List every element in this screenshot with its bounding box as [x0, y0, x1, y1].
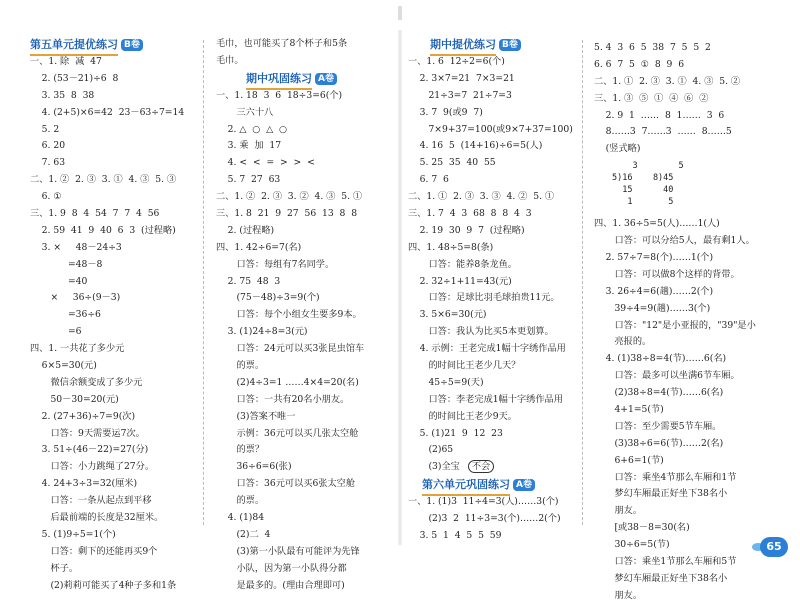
answer-line: 50－30=20(元) — [30, 393, 119, 405]
answer-line: 4. (2+5)×6=42 23－63÷7=14 — [30, 106, 185, 118]
answer-line: (2)莉莉可能买了4种子多和1条 — [30, 579, 177, 591]
answer-line: =6 — [30, 326, 82, 338]
answer-line: 二、1. ① 2. ③ 3. ③ 4. ② 5. ① — [408, 191, 555, 203]
answer-line: 7×9+37=100(或9×7+37=100) — [408, 123, 573, 135]
answer-line: [或38－8=30(名) — [594, 522, 690, 534]
answer-line: 6. ① — [30, 191, 62, 203]
answer-line: (2)3 2 11÷3=3(个)……2(个) — [408, 513, 561, 525]
answer-line: 2. 9 1 …… 8 1…… 3 6 — [594, 109, 725, 121]
column-4 — [594, 40, 756, 605]
answer-line: 30÷6=5(节) — [594, 539, 670, 551]
answer-line: 3. 35 8 38 — [30, 89, 95, 101]
section-heading-midterm-a — [216, 70, 364, 88]
answer-line: 一、1. 6 12÷2=6(个) — [408, 56, 505, 67]
answer-line: 8……3 7……3 …… 8……5 — [594, 126, 732, 138]
answer-line: 三、1. 7 4 3 68 8 8 4 3 — [408, 208, 532, 220]
answer-line: 15 40 — [612, 185, 674, 196]
answer-line: 的票。 — [216, 360, 265, 372]
answer-line: 6×5=30(元) — [30, 360, 97, 372]
answer-line: 一、1. 除 减 47 — [30, 56, 102, 67]
answer-line: 4+1=5(节) — [594, 404, 664, 416]
answer-list — [30, 54, 184, 595]
page-number: 65 — [760, 537, 788, 557]
answer-line: 口答：乘坐4节那么车厢和1节 — [594, 471, 737, 483]
answer-line: 口答：9天需要运7次。 — [30, 427, 145, 439]
heading-text: 期中提优练习 — [430, 36, 496, 56]
answer-line: 3. 5×6=30(元) — [408, 309, 487, 321]
answer-line: 口答：每个小组女生要多9本。 — [216, 309, 362, 321]
heading-text: 期中巩固练习 — [246, 70, 312, 90]
answer-line: 5. 2 — [30, 123, 60, 135]
answer-line: 5)16 8)45 — [612, 173, 674, 184]
answer-line: 口答：李老完成1幅十字绣作品用 — [408, 393, 563, 405]
section-heading-unit6-a — [408, 476, 573, 494]
answer-line: 口答：一共有20名小朋友。 — [216, 393, 350, 405]
answer-line: 4. < < = > > < — [216, 157, 315, 169]
answer-line: 3. × 48－24÷3 — [30, 241, 122, 253]
page-number-badge — [752, 535, 788, 559]
answer-line: 3. 26÷4=6(趟)……2(个) — [594, 285, 714, 297]
answer-line: 39÷4=9(趟)……3(个) — [594, 302, 711, 314]
answer-line: 四、1. 42÷6=7(名) — [216, 241, 302, 253]
answer-line: 三、1. 8 21 9 27 56 13 8 8 — [216, 208, 358, 220]
column-1 — [30, 36, 184, 595]
answer-line: 45÷5=9(天) — [408, 376, 484, 388]
answer-line: =40 — [30, 275, 88, 287]
answer-line: 亮报的。 — [594, 336, 652, 348]
answer-line: × 36÷(9－3) — [30, 292, 121, 304]
answer-line: 一、1. 18 3 6 18÷3=6(个) — [216, 89, 343, 101]
badge-b: B卷 — [499, 39, 521, 51]
answer-line: 的票。 — [216, 495, 265, 507]
answer-line: 4. 示例：王老完成1幅十字绣作品用 — [408, 343, 566, 355]
answer-line: 6. 6 7 5 ① 8 9 6 — [594, 58, 685, 70]
answer-line: 杯子。 — [30, 562, 79, 574]
answer-line: 毛巾。 — [216, 54, 244, 66]
answer-line: 21÷3=7 21÷7=3 — [408, 89, 512, 101]
answer-line: 微信余额变成了多少元 — [30, 376, 143, 388]
answer-line: 2. 75 48 3 — [216, 275, 281, 287]
answer-line: (3)全宝 — [408, 461, 460, 473]
answer-line: 2. 3×7=21 7×3=21 — [408, 72, 515, 84]
answer-line: 4. (1)38÷8=4(节)……6(名) — [594, 353, 727, 365]
answer-line: (2)二 4 — [216, 528, 271, 540]
answer-line: 3. 乘 加 17 — [216, 140, 282, 152]
continued-answers — [216, 36, 364, 70]
answer-line: 4. 16 5 (14+16)÷6=5(人) — [408, 140, 543, 152]
answer-line: 3 5 — [612, 161, 684, 172]
answer-line: 2. (53－21)÷6 8 — [30, 72, 119, 84]
heading-text: 第六单元巩固练习 — [422, 476, 510, 496]
answer-list — [408, 494, 573, 545]
answer-line: 的票？ — [216, 444, 265, 456]
answer-line: (3)答案不唯一 — [216, 410, 296, 422]
answer-line: 口答：乘坐1节那么车厢和5节 — [594, 556, 737, 568]
answer-line: 3. (1)24÷8=3(元) — [216, 326, 308, 338]
answer-line: 口答：我认为比买5本更划算。 — [408, 326, 554, 338]
answer-line: =36÷6 — [30, 309, 101, 321]
answer-line: (3)第一小队最有可能评为先锋 — [216, 545, 360, 557]
answer-line: 7. 63 — [30, 157, 66, 169]
heading-text: 第五单元提优练习 — [30, 36, 118, 56]
answer-line: 一、1. (1)3 11÷4=3(人)……3(个) — [408, 496, 559, 508]
answer-line: 2. 59 41 9 40 6 3 (过程略) — [30, 224, 176, 236]
answer-line: 的时间比王老少几天？ — [408, 360, 521, 372]
book-spine — [398, 30, 402, 545]
answer-line: 三、1. ③ ⑤ ① ④ ⑥ ② — [594, 92, 709, 104]
answer-line: 4. 24+3÷3=32(厘米) — [30, 478, 138, 490]
answer-line: 3. 5 1 4 5 5 59 — [408, 530, 502, 542]
answer-line: 36÷6=6(张) — [216, 461, 292, 473]
answer-line: 是最多的。(理由合理即可) — [216, 579, 345, 591]
answer-line: 口答："12"是小亚报的，"39"是小 — [594, 319, 756, 331]
column-divider-left — [203, 40, 204, 525]
answer-line: (2)4÷3=1 ……4×4=20(名) — [216, 376, 359, 388]
answer-line: 三六十八 — [216, 106, 274, 118]
answer-line: (3)38÷6=6(节)……2(名) — [594, 437, 724, 449]
answer-line: 小队，因为第一小队得分都 — [216, 562, 347, 574]
answer-line: 3. 51÷(46－22)=27(分) — [30, 444, 149, 456]
answer-line: 5. 7 27 63 — [216, 174, 281, 186]
answer-line: (75－48)÷3=9(个) — [216, 292, 320, 304]
answer-line: 朋友。 — [594, 589, 643, 601]
answer-line: 后最前端的长度是32厘米。 — [30, 512, 164, 524]
answer-line: 2. 19 30 9 7 (过程略) — [408, 224, 525, 236]
answer-line: 三、1. 9 8 4 54 7 7 4 56 — [30, 208, 160, 220]
answer-list — [408, 54, 573, 476]
answer-line: 5. (1)9÷5=1(个) — [30, 528, 116, 540]
answer-line-with-stamp — [408, 459, 573, 476]
answer-line: 6. 20 — [30, 140, 66, 152]
answer-line: (竖式略) — [594, 143, 641, 155]
answer-line: 1 5 — [612, 197, 674, 208]
answer-list — [216, 88, 364, 595]
answer-line: 口答：至少需要5节车厢。 — [594, 420, 722, 432]
answer-line: 6. 7 6 — [408, 174, 449, 186]
answer-line: 口答：一条从起点到平移 — [30, 495, 152, 507]
answer-line: 2. 32÷1+11=43(元) — [408, 275, 512, 287]
section-heading-midterm-b — [408, 36, 573, 54]
answer-line: 的时间比王老少9天。 — [408, 410, 517, 422]
answer-line: 口答：每组有7名同学。 — [216, 258, 335, 270]
answer-line: 口答：24元可以买3张昆虫馆车 — [216, 343, 365, 355]
answer-line: 二、1. ① 2. ③ 3. ① 4. ③ 5. ② — [594, 75, 741, 87]
column-divider-right — [582, 40, 583, 525]
answer-line: 口答：可以分给5人，最有剩1人。 — [594, 235, 755, 247]
vertical-division-work — [594, 158, 756, 216]
answer-line: 6+6=1(节) — [594, 454, 664, 466]
answer-line: 2. 57÷7=8(个)……1(个) — [594, 252, 714, 264]
answer-line: 口答：剩下的还能再买9个 — [30, 545, 158, 557]
answer-line: 口答：小力跳绳了27分。 — [30, 461, 155, 473]
spine-mark — [398, 6, 402, 20]
answer-list — [594, 40, 756, 158]
column-3 — [408, 36, 573, 545]
answer-line: 口答：可以做8个这样的背带。 — [594, 268, 740, 280]
answer-line: 四、1. 36÷5=5(人)……1(人) — [594, 218, 720, 230]
answer-line: (2)38÷8=4(节)……6(名) — [594, 387, 724, 399]
answer-line: 4. (1)84 — [216, 512, 265, 524]
answer-line: 示例：36元可以买几张太空舱 — [216, 427, 359, 439]
answer-line: 梦幻车厢最正好坐下38名小 — [594, 572, 728, 584]
column-2 — [216, 36, 364, 595]
answer-line: =48－8 — [30, 258, 103, 270]
answer-line: (2)65 — [408, 444, 454, 456]
section-heading-unit5 — [30, 36, 184, 54]
answer-line: 口答：36元可以买6张太空舱 — [216, 478, 356, 490]
answer-line: 口答：能养8条龙鱼。 — [408, 258, 517, 270]
answer-list — [594, 216, 756, 604]
stamp-label: 不会 — [468, 460, 494, 473]
answer-line: 二、1. ② 2. ③ 3. ② 4. ③ 5. ① — [216, 191, 363, 203]
answer-line: 口答：最多可以坐满6节车厢。 — [594, 370, 740, 382]
answer-line: 毛巾，也可能买了8个杯子和5条 — [216, 38, 348, 49]
answer-line: 四、1. 48÷5=8(条) — [408, 241, 494, 253]
answer-line: 3. 7 9(或9 7) — [408, 106, 483, 118]
answer-line: 2. △ ○ △ ○ — [216, 123, 288, 135]
answer-line: 5. (1)21 9 12 23 — [408, 427, 503, 439]
answer-line: 2. (过程略) — [216, 224, 275, 236]
answer-line: 口答：足球比羽毛球拍贵11元。 — [408, 292, 560, 304]
answer-line: 5. 25 35 40 55 — [408, 157, 496, 169]
answer-line: 二、1. ② 2. ③ 3. ① 4. ③ 5. ③ — [30, 174, 177, 186]
answer-line: 2. (27+36)÷7=9(次) — [30, 410, 136, 422]
badge-a: A卷 — [513, 479, 535, 491]
answer-line: 朋友。 — [594, 505, 643, 517]
answer-line: 四、1. 一共花了多少元 — [30, 343, 125, 355]
answer-line: 5. 4 3 6 5 38 7 5 5 2 — [594, 42, 711, 53]
badge-b: B卷 — [121, 39, 143, 51]
badge-a: A卷 — [315, 73, 337, 85]
answer-line: 梦幻车厢最正好坐下38名小 — [594, 488, 728, 500]
